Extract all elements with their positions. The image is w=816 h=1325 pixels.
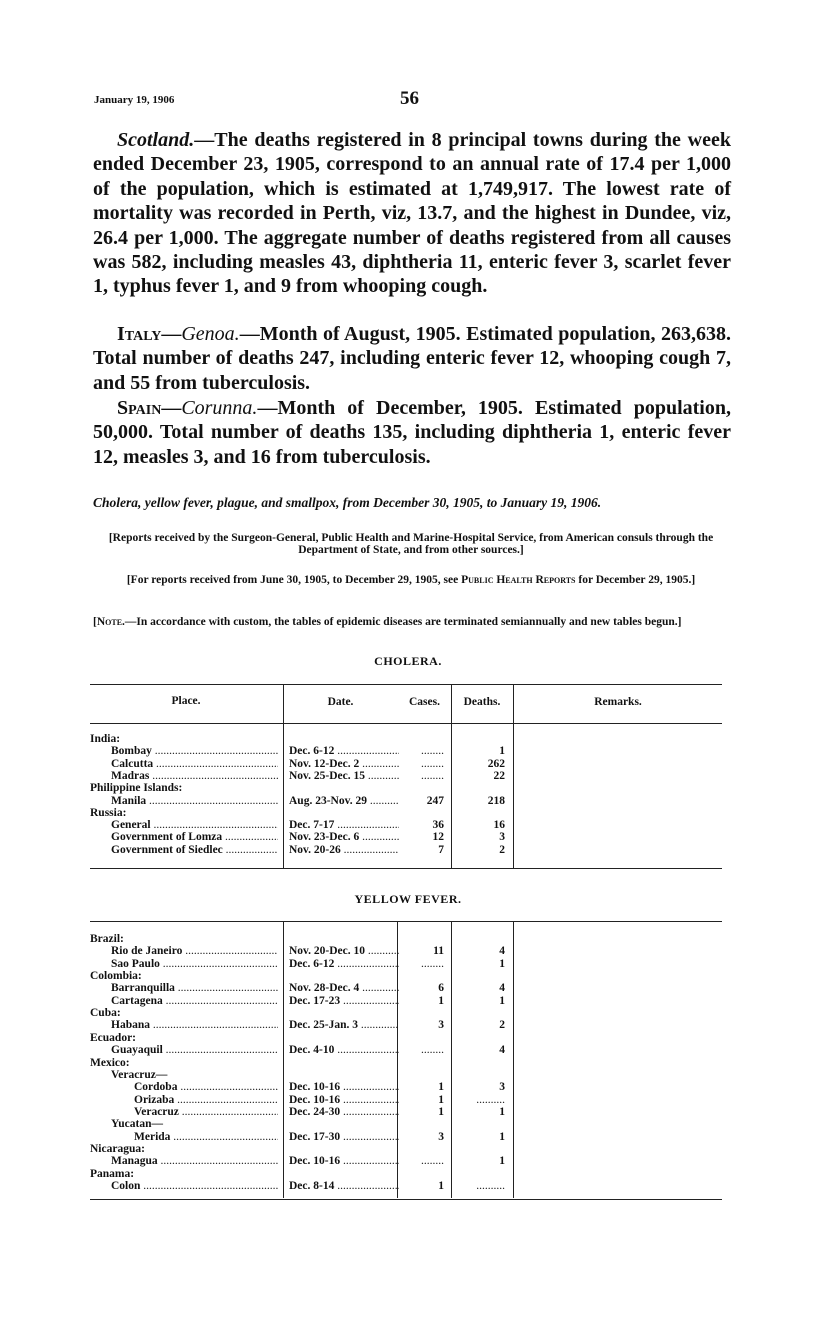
deaths-cell: 1	[499, 1130, 505, 1143]
place-cell: Colombia:	[90, 970, 142, 983]
deaths-cell: 1	[499, 994, 505, 1007]
table-row	[0, 1007, 816, 1020]
date-cell: Nov. 20-26 .....	[289, 844, 399, 857]
table-row	[0, 945, 816, 958]
cases-cell: 6	[438, 982, 444, 995]
table-row	[0, 933, 816, 946]
deaths-cell: 4	[499, 982, 505, 995]
table-row	[0, 1106, 816, 1119]
spain-country: Spain	[117, 397, 162, 419]
date-cell: Dec. 17-23 .....	[289, 995, 399, 1008]
place-cell: General .....	[111, 819, 278, 832]
cases-cell: ........	[421, 769, 444, 782]
place-cell: Brazil:	[90, 933, 124, 945]
date-cell: Nov. 25-Dec. 15 .....	[289, 770, 399, 783]
place-cell: Veracruz .....	[134, 1106, 278, 1119]
table-row	[0, 1019, 816, 1032]
table-row	[0, 1155, 816, 1168]
table-bottom-rule	[90, 868, 722, 869]
col-place: Place.	[171, 695, 201, 707]
table-row	[0, 1057, 816, 1070]
earlier-reports-note: [For reports received from June 30, 1905, to December 29, 1905, see Public Health Reports for December 29, 1905.]	[126, 574, 696, 586]
col-date: Date.	[327, 696, 354, 708]
italy-text: —Month of August, 1905. Estimated population, 263,638. Total number of deaths 247, including enteric fever 12, whooping cough 7, and 55 from tuberculosis.	[93, 323, 731, 394]
table-row	[0, 819, 816, 832]
place-cell: Orizaba .....	[134, 1094, 278, 1107]
deaths-cell: 2	[499, 1019, 505, 1032]
deaths-cell: 4	[499, 945, 505, 958]
place-cell: Nicaragua:	[90, 1142, 145, 1155]
date-cell: Dec. 8-14 .....	[289, 1180, 399, 1193]
cholera-title: CHOLERA.	[374, 654, 442, 668]
cases-cell: 1	[438, 1180, 444, 1192]
table-row	[0, 745, 816, 758]
cases-cell: 1	[438, 1081, 444, 1094]
date-cell: Dec. 10-16 .....	[289, 1094, 399, 1107]
place-cell: Madras .....	[111, 770, 278, 783]
table-row	[0, 795, 816, 808]
place-cell: Sao Paulo .....	[111, 958, 278, 971]
cases-cell: ........	[421, 745, 444, 758]
deaths-cell: 16	[493, 819, 505, 832]
table-row	[0, 1118, 816, 1131]
place-cell: Veracruz—	[111, 1068, 168, 1081]
cases-cell: 7	[438, 843, 444, 856]
scotland-paragraph	[93, 128, 731, 299]
place-cell: Ecuador:	[90, 1031, 136, 1044]
date-cell: Dec. 7-17 .....	[289, 819, 399, 832]
table-row	[0, 982, 816, 995]
deaths-cell: ..........	[476, 1093, 505, 1106]
table-row	[0, 1044, 816, 1057]
cases-cell: 1	[438, 1105, 444, 1118]
reports-note: [Reports received by the Surgeon-General, Public Health and Marine-Hospital Service, from American consuls through the Department of State, and from other sources.]	[108, 532, 714, 556]
date-cell: Nov. 12-Dec. 2 .....	[289, 758, 399, 771]
cases-cell: 3	[438, 1130, 444, 1143]
cases-cell: 3	[438, 1019, 444, 1032]
yellow-fever-title: YELLOW FEVER.	[354, 892, 462, 906]
place-cell: Cartagena .....	[111, 995, 278, 1008]
cases-cell: ........	[421, 957, 444, 970]
place-cell: India:	[90, 733, 121, 745]
table-row	[0, 1180, 816, 1193]
date-cell: Dec. 6-12 .....	[289, 958, 399, 971]
place-cell: Manila .....	[111, 795, 278, 808]
table-row	[0, 807, 816, 820]
tables-caption: Cholera, yellow fever, plague, and smallpox, from December 30, 1905, to January 19, 1906.	[93, 495, 602, 510]
table-bottom-rule	[90, 1199, 722, 1200]
date-cell: Dec. 24-30 .....	[289, 1106, 399, 1119]
deaths-cell: 3	[499, 831, 505, 844]
date-cell: Dec. 10-16 .....	[289, 1155, 399, 1168]
place-cell: Mexico:	[90, 1056, 130, 1069]
scotland-lead: Scotland.	[117, 129, 195, 151]
date-cell: Nov. 20-Dec. 10 .....	[289, 945, 399, 958]
spain-text: —Month of December, 1905. Estimated population, 50,000. Total number of deaths 135, including diphtheria 1, enteric fever 12, measles 3, and 16 from tuberculosis.	[93, 397, 731, 468]
table-row	[0, 995, 816, 1008]
table-row	[0, 970, 816, 983]
place-cell: Government of Siedlec .....	[111, 844, 278, 857]
table-top-rule	[90, 921, 722, 922]
date-cell: Dec. 10-16 .....	[289, 1081, 399, 1094]
date-cell: Dec. 17-30 .....	[289, 1131, 399, 1144]
date-cell: Dec. 4-10 .....	[289, 1044, 399, 1057]
italy-city: Genoa.	[181, 323, 240, 345]
place-cell: Cordoba .....	[134, 1081, 278, 1094]
italy-paragraph: Italy—Genoa.—Month of August, 1905. Estimated population, 263,638. Total number of deaths 247, including enteric fever 12, whooping cough 7, and 55 from tuberculosis.	[93, 323, 731, 394]
table-row	[0, 1094, 816, 1107]
cases-cell: 36	[432, 819, 444, 832]
col-cases: Cases.	[409, 696, 440, 708]
table-top-rule	[90, 684, 722, 685]
date-cell: Dec. 6-12 .....	[289, 745, 399, 758]
place-cell: Colon .....	[111, 1180, 278, 1193]
table-row	[0, 770, 816, 783]
cases-cell: ........	[421, 1044, 444, 1057]
place-cell: Cuba:	[90, 1007, 121, 1020]
place-cell: Barranquilla .....	[111, 982, 278, 995]
place-cell: Guayaquil .....	[111, 1044, 278, 1057]
date-cell: Dec. 25-Jan. 3 .....	[289, 1019, 399, 1032]
deaths-cell: ..........	[476, 1180, 505, 1192]
page-number: 56	[400, 88, 419, 109]
deaths-cell: 4	[499, 1044, 505, 1057]
table-row	[0, 1032, 816, 1045]
place-cell: Merida .....	[134, 1131, 278, 1144]
table-row	[0, 1081, 816, 1094]
place-cell: Bombay .....	[111, 745, 278, 758]
deaths-cell: 1	[499, 745, 505, 758]
table-row	[0, 1143, 816, 1156]
cases-cell: 12	[432, 831, 444, 844]
place-cell: Habana .....	[111, 1019, 278, 1032]
place-cell: Philippine Islands:	[90, 782, 183, 795]
deaths-cell: 1	[499, 957, 505, 970]
place-cell: Yucatan—	[111, 1118, 163, 1131]
table-row	[0, 844, 816, 857]
table-row	[0, 1131, 816, 1144]
italy-country: Italy	[117, 323, 162, 345]
table-row	[0, 831, 816, 844]
col-deaths: Deaths.	[463, 696, 501, 708]
table-row	[0, 733, 816, 746]
table-row	[0, 958, 816, 971]
table-row	[0, 1069, 816, 1082]
place-cell: Managua .....	[111, 1155, 278, 1168]
cases-cell: ........	[421, 757, 444, 770]
header-date: January 19, 1906	[94, 94, 175, 106]
cases-cell: 11	[433, 945, 444, 958]
date-cell: Nov. 28-Dec. 4 .....	[289, 982, 399, 995]
table-row	[0, 782, 816, 795]
spain-paragraph: Spain—Corunna.—Month of December, 1905. Estimated population, 50,000. Total number of deaths 135, including diphtheria 1, enteric fever 12, measles 3, and 16 from tuberculosis.	[93, 397, 731, 468]
place-cell: Russia:	[90, 806, 127, 819]
scotland-text: —The deaths registered in 8 principal towns during the week ended December 23, 1905, correspond to an annual rate of 17.4 per 1,000 of the population, which is estimated at 1,749,917. The lowest rate of mortality was recorded in Perth, viz, 13.7, and the highest in Dundee, viz, 26.4 per 1,000. The aggregate number of deaths registered from all causes was 582, including measles 43, diphtheria 11, enteric fever 3, scarlet fever 1, typhus fever 1, and 9 from whooping cough.	[93, 129, 731, 298]
custom-note: [Note.—In accordance with custom, the tables of epidemic diseases are terminated semiannually and new tables begun.]	[93, 616, 682, 628]
deaths-cell: 2	[499, 843, 505, 856]
deaths-cell: 1	[499, 1155, 505, 1168]
cases-cell: 1	[438, 994, 444, 1007]
place-cell: Rio de Janeiro .....	[111, 945, 278, 958]
place-cell: Panama:	[90, 1167, 135, 1180]
deaths-cell: 22	[493, 769, 505, 782]
cases-cell: ........	[421, 1155, 444, 1168]
deaths-cell: 262	[487, 757, 505, 770]
deaths-cell: 218	[487, 794, 505, 807]
col-remarks: Remarks.	[594, 696, 642, 708]
deaths-cell: 3	[499, 1081, 505, 1094]
cases-cell: 247	[426, 794, 444, 807]
cases-cell: 1	[438, 1093, 444, 1106]
place-cell: Government of Lomza .....	[111, 831, 278, 844]
date-cell: Aug. 23-Nov. 29 .....	[289, 795, 399, 808]
table-row	[0, 758, 816, 771]
header-bottom-rule	[90, 723, 722, 724]
deaths-cell: 1	[499, 1105, 505, 1118]
spain-city: Corunna.	[181, 397, 258, 419]
table-row	[0, 1168, 816, 1181]
place-cell: Calcutta .....	[111, 758, 278, 771]
date-cell: Nov. 23-Dec. 6 .....	[289, 831, 399, 844]
